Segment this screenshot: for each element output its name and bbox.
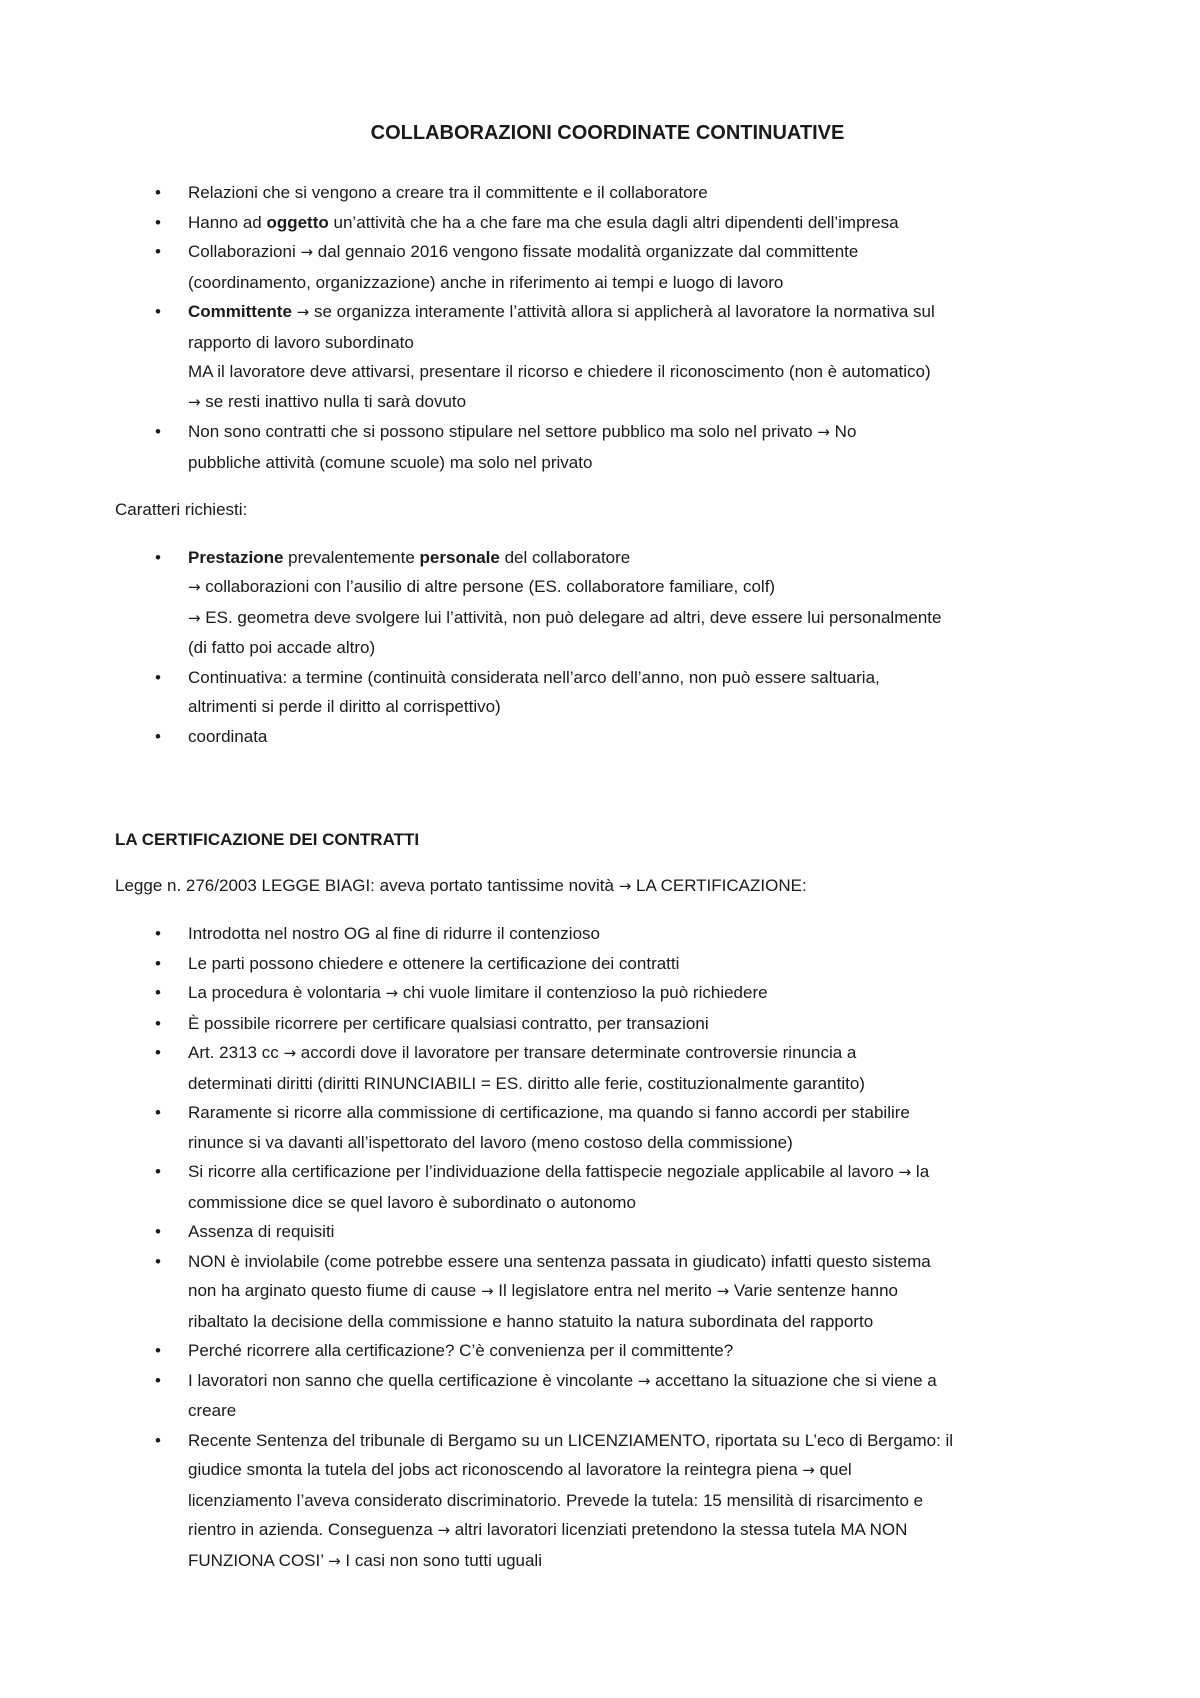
text-span: accordi dove il lavoratore per transare determinate controversie rinuncia a: [296, 1043, 857, 1062]
text-span: Hanno ad: [188, 212, 267, 232]
list-item-text: • Assenza di requisiti: [188, 1222, 335, 1241]
text-span: Collaborazioni: [188, 242, 301, 261]
list-item-text: • Introdotta nel nostro OG al fine di ridurre il contenzioso: [188, 924, 600, 943]
list-item-text: [188, 208, 1100, 238]
legge-paragraph: [115, 871, 1100, 902]
section-title: LA CERTIFICAZIONE DEI CONTRATTI: [115, 830, 420, 849]
list-item-text: (di fatto poi accade altro): [188, 638, 376, 657]
text-span: chi vuole limitare il contenzioso la può richiedere: [398, 983, 768, 1002]
list-item-text: • Le parti possono chiedere e ottenere la certificazione dei contratti: [188, 953, 680, 973]
list-item: [115, 237, 1100, 297]
list-item-text: [188, 572, 1100, 603]
list-item-text: MA il lavoratore deve attivarsi, presentare il ricorso e chiedere il riconoscimento (non è automatico): [188, 362, 931, 381]
list-item-text: [188, 297, 1100, 328]
list-item-text: [188, 1455, 1100, 1486]
list-item-text: [188, 1276, 1100, 1307]
list-item-text: [188, 237, 1100, 268]
text-span: altri lavoratori licenziati pretendono la stessa tutela MA NON: [450, 1520, 908, 1539]
list-item-text: • Perché ricorrere alla certificazione? C’è convenienza per il committente?: [188, 1341, 734, 1360]
arrow-icon: →: [188, 392, 201, 411]
arrow-icon: →: [283, 1044, 297, 1062]
list-item: [115, 208, 1100, 238]
certificazione-list: [115, 919, 1100, 1576]
text-span: FUNZIONA COSI’: [188, 1550, 329, 1570]
text-span: del collaboratore: [499, 547, 631, 567]
arrow-icon: →: [637, 1371, 651, 1390]
list-item: [115, 1098, 1100, 1157]
list-item-text: • Raramente si ricorre alla commissione di certificazione, ma quando si fanno accordi per stabilire: [188, 1103, 910, 1122]
text-span: I lavoratori non sanno che quella certificazione è vincolante: [188, 1370, 638, 1390]
list-item-text: [188, 417, 1100, 448]
text-span: Legge n. 276/2003 LEGGE BIAGI: aveva portato tantissime novità: [115, 875, 619, 895]
list-item-text: rapporto di lavoro subordinato: [188, 332, 414, 352]
arrow-icon: →: [188, 608, 201, 627]
bold-text: personale: [419, 547, 500, 567]
list-item-text: [188, 387, 1100, 418]
arrow-icon: →: [802, 1461, 815, 1479]
text-span: se resti inattivo nulla ti sarà dovuto: [200, 391, 467, 411]
list-item-text: [188, 1546, 1100, 1577]
list-item: [115, 1336, 1100, 1366]
text-span: I casi non sono tutti uguali: [340, 1550, 542, 1570]
list-item: [115, 1009, 1100, 1039]
caratteri-list: [115, 543, 1100, 752]
list-item-text: • Recente Sentenza del tribunale di Bergamo su un LICENZIAMENTO, riportata su L’eco di Bergamo: il: [188, 1430, 954, 1450]
list-item-text: • Continuativa: a termine (continuità considerata nell’arco dell’anno, non può essere saltuaria,: [188, 667, 880, 687]
list-item-text: [188, 1157, 1100, 1188]
list-item-text: altrimenti si perde il diritto al corrispettivo): [188, 697, 501, 716]
text-span: accettano la situazione che si viene a: [650, 1370, 937, 1390]
text-span: Il legislatore entra nel merito: [493, 1281, 717, 1300]
arrow-icon: →: [898, 1163, 912, 1181]
list-item-text: • Relazioni che si vengono a creare tra il committente e il collaboratore: [188, 183, 708, 202]
text-span: La procedura è volontaria: [188, 983, 386, 1002]
list-item-text: [188, 1038, 1100, 1069]
arrow-icon: →: [188, 578, 201, 596]
list-item-text: • coordinata: [188, 726, 268, 746]
bold-text: Committente: [188, 302, 292, 321]
text-span: se organizza interamente l’attività allora si applicherà al lavoratore la normativa sul: [309, 302, 935, 321]
text-span: la: [911, 1162, 930, 1181]
list-item-text: determinati diritti (diritti RINUNCIABILI = ES. diritto alle ferie, costituzionalmente garantito): [188, 1073, 865, 1093]
list-item-text: [188, 1366, 1100, 1397]
text-span: quel: [814, 1460, 852, 1479]
list-item: [115, 1038, 1100, 1098]
text-span: LA CERTIFICAZIONE:: [631, 875, 807, 895]
list-item-text: [188, 603, 1100, 634]
text-span: giudice smonta la tutela del jobs act riconoscendo al lavoratore la reintegra piena: [188, 1460, 803, 1479]
list-item: [115, 663, 1100, 722]
list-item-text: creare: [188, 1401, 237, 1420]
collaborazioni-list: [115, 178, 1100, 477]
bold-text: oggetto: [266, 212, 329, 232]
list-item-text: [188, 978, 1100, 1009]
arrow-icon: →: [716, 1282, 730, 1300]
bold-text: Prestazione: [188, 547, 284, 567]
arrow-icon: →: [300, 243, 314, 261]
list-item: [115, 1217, 1100, 1247]
arrow-icon: →: [480, 1282, 494, 1300]
arrow-icon: →: [618, 876, 632, 895]
arrow-icon: →: [437, 1521, 451, 1539]
list-item-text: • NON è inviolabile (come potrebbe essere una sentenza passata in giudicato) infatti questo sistema: [188, 1251, 931, 1271]
list-item: [115, 543, 1100, 663]
list-item-text: [188, 543, 1100, 573]
text-span: No: [829, 422, 857, 441]
list-item: [115, 178, 1100, 208]
list-item: [115, 919, 1100, 949]
arrow-icon: →: [817, 423, 830, 441]
list-item: [115, 1247, 1100, 1337]
text-span: Varie sentenze hanno: [729, 1281, 899, 1300]
arrow-icon: →: [296, 303, 310, 321]
list-item: [115, 417, 1100, 477]
text-span: Art. 2313 cc: [188, 1043, 284, 1062]
list-item: [115, 1426, 1100, 1577]
list-item-text: rinunce si va davanti all’ispettorato del lavoro (meno costoso della commissione): [188, 1132, 793, 1152]
arrow-icon: →: [385, 984, 399, 1002]
arrow-icon: →: [328, 1551, 341, 1570]
text-span: non ha arginato questo fiume di cause: [188, 1281, 481, 1300]
list-item-text: [188, 1515, 1100, 1546]
list-item-text: licenziamento l’aveva considerato discriminatorio. Prevede la tutela: 15 mensilità di risarcimento e: [188, 1490, 924, 1510]
list-item-text: (coordinamento, organizzazione) anche in riferimento ai tempi e luogo di lavoro: [188, 272, 784, 292]
caratteri-label: Caratteri richiesti:: [115, 500, 248, 519]
list-item-text: ribaltato la decisione della commissione e hanno statuito la natura subordinata del rapporto: [188, 1311, 874, 1331]
list-item-text: • È possibile ricorrere per certificare qualsiasi contratto, per transazioni: [188, 1013, 709, 1033]
text-span: Si ricorre alla certificazione per l’individuazione della fattispecie negoziale applicabile al lavoro: [188, 1162, 899, 1181]
text-span: prevalentemente: [283, 547, 420, 567]
text-span: collaborazioni con l’ausilio di altre persone (ES. collaboratore familiare, colf): [200, 577, 776, 596]
list-item-text: commissione dice se quel lavoro è subordinato o autonomo: [188, 1192, 636, 1212]
list-item: [115, 978, 1100, 1009]
document-title: COLLABORAZIONI COORDINATE CONTINUATIVE: [370, 122, 845, 144]
list-item: [115, 1157, 1100, 1217]
text-span: rientro in azienda. Conseguenza: [188, 1520, 438, 1539]
list-item: [115, 1366, 1100, 1426]
list-item: [115, 297, 1100, 417]
list-item-text: pubbliche attività (comune scuole) ma solo nel privato: [188, 452, 593, 472]
text-span: Non sono contratti che si possono stipulare nel settore pubblico ma solo nel privato: [188, 422, 818, 441]
list-item: [115, 722, 1100, 752]
list-item: [115, 949, 1100, 979]
text-span: un’attività che ha a che fare ma che esula dagli altri dipendenti dell’impresa: [328, 212, 899, 232]
text-span: ES. geometra deve svolgere lui l’attività, non può delegare ad altri, deve essere lui personalmente: [200, 607, 942, 627]
text-span: dal gennaio 2016 vengono fissate modalità organizzate dal committente: [313, 242, 859, 261]
